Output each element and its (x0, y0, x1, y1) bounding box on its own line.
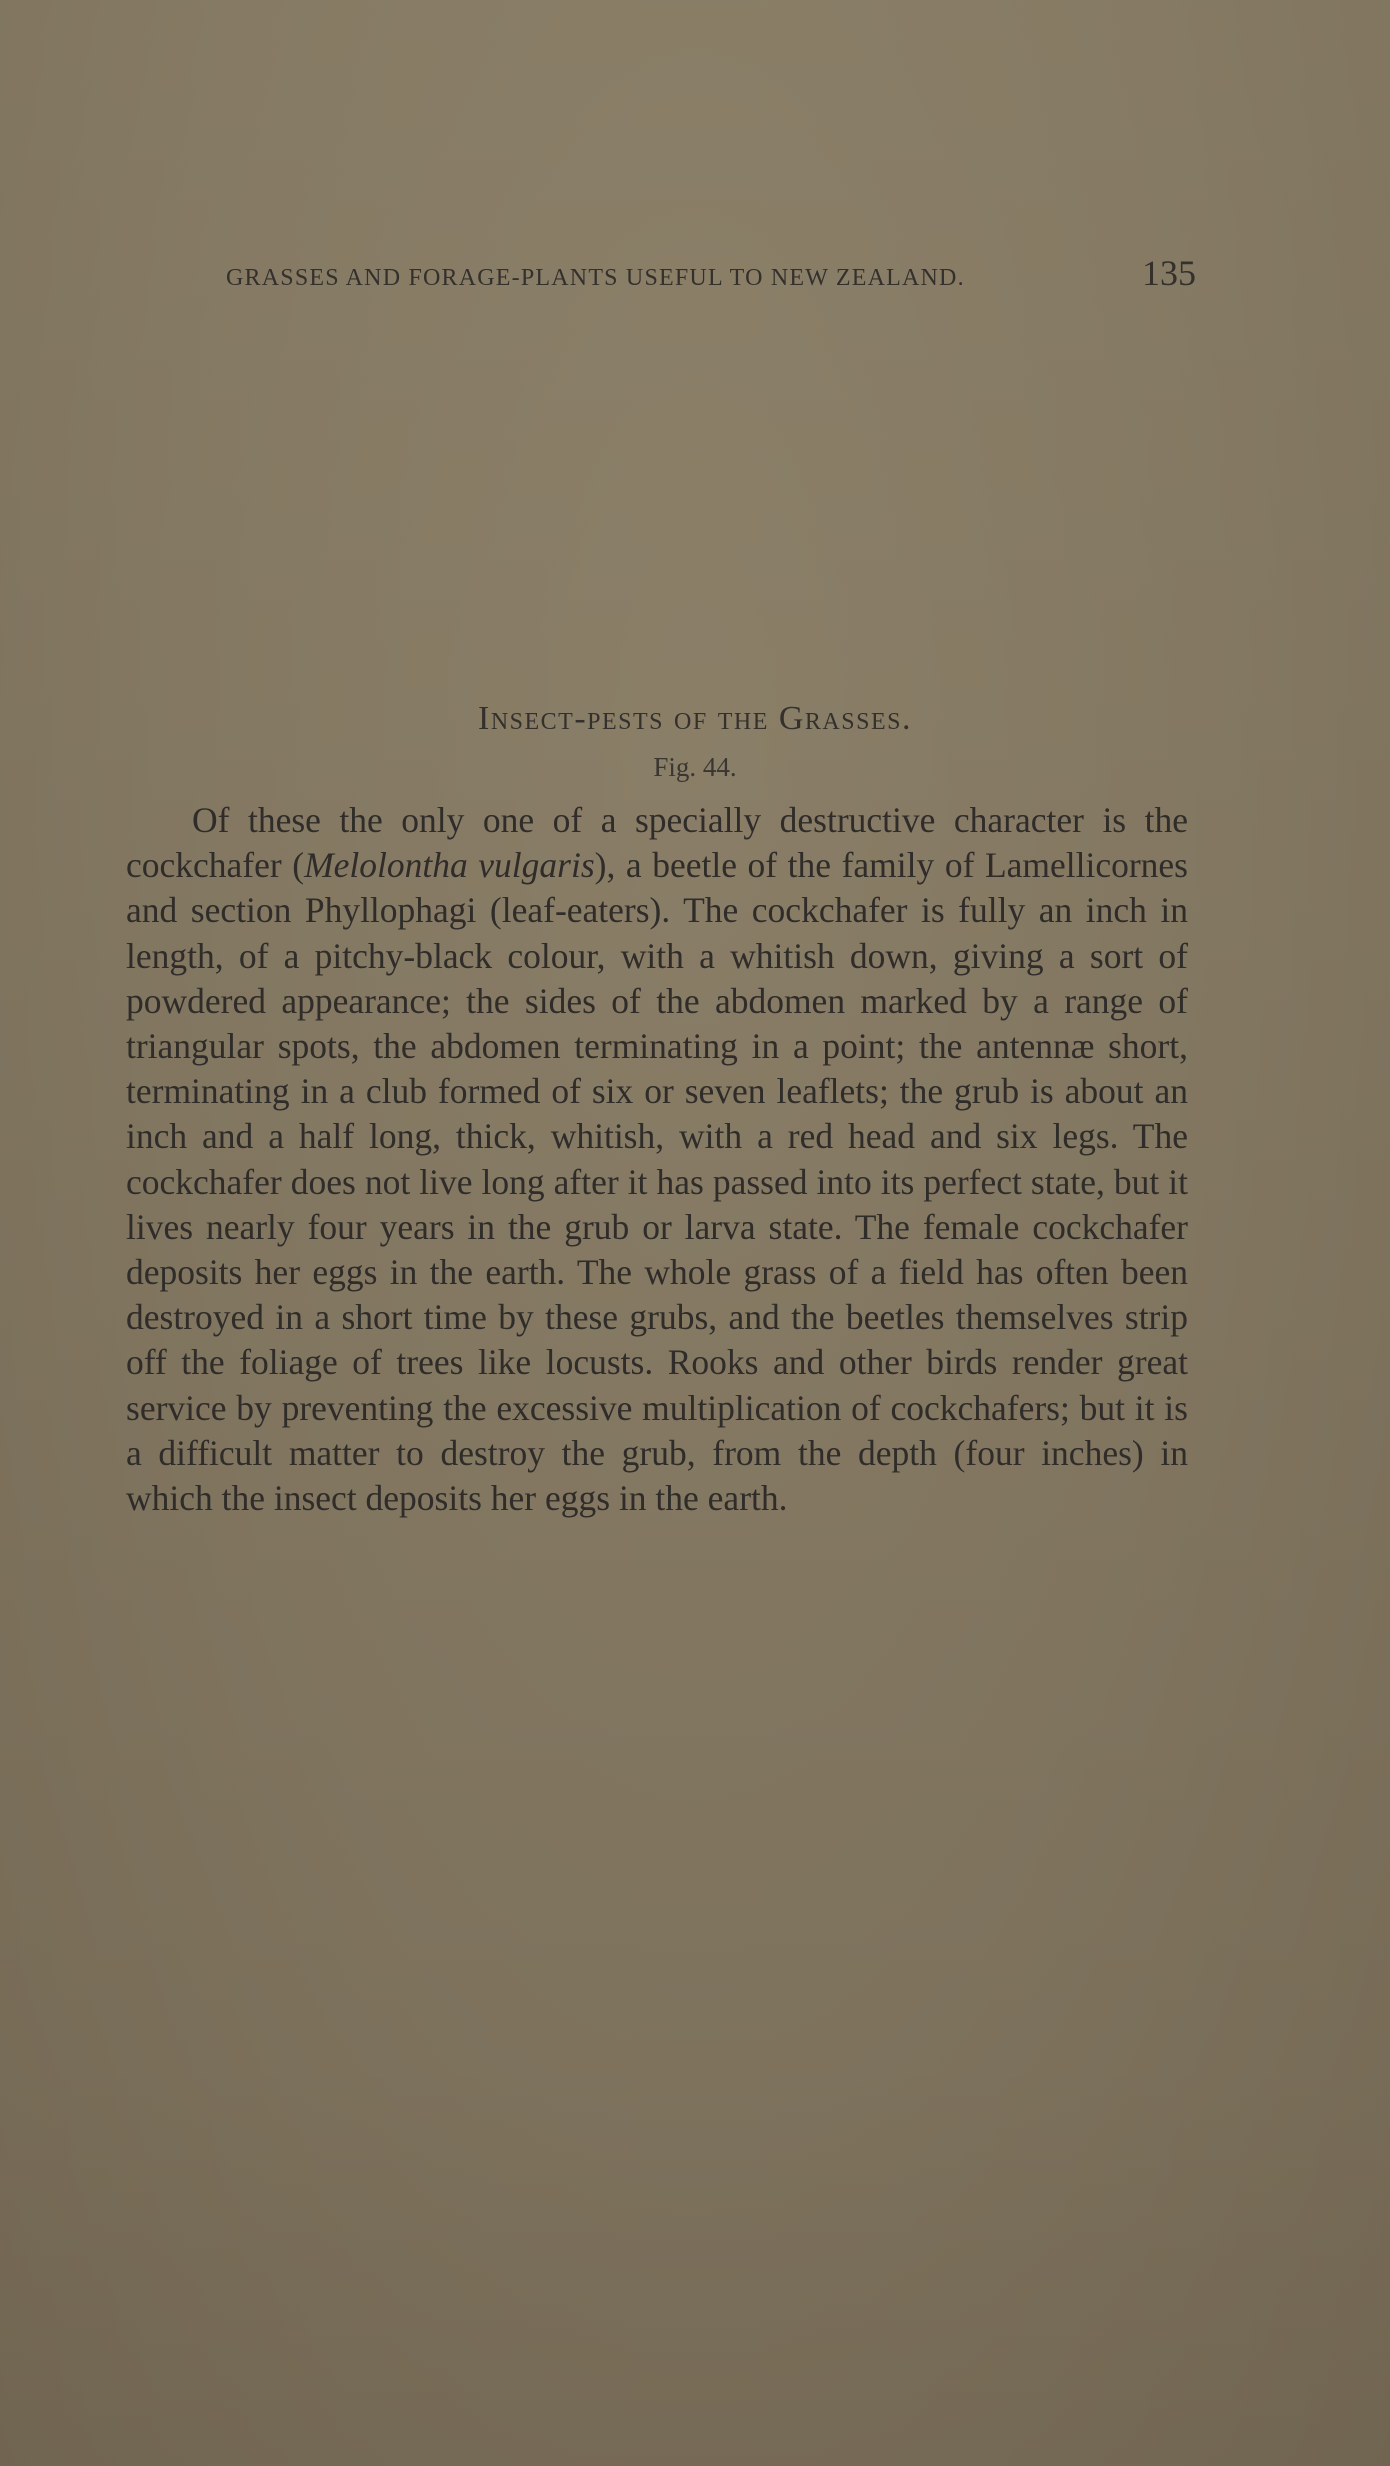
page-shading (0, 2046, 1390, 2466)
figure-label: Fig. 44. (653, 752, 737, 782)
running-head-title: GRASSES AND FORAGE-PLANTS USEFUL TO NEW ZEALAND. (226, 265, 965, 291)
body-text (126, 798, 1188, 1521)
paragraph-text-part1: Of these the only one of a specially destructive character is the cockchafer ( (126, 800, 1188, 886)
paragraph (126, 798, 1188, 1521)
paragraph-text-part2: ), a beetle of the family of Lamellicornes and section Phyllophagi (leaf-eaters). The cockchafer is fully an inch in length, of a pitchy-black colour, with a whitish down, giving a sort of powdered appearance; the sides of the abdomen marked by a range of triangular spots, the abdomen terminating in a point; the antennæ short, terminating in a club formed of six or seven leaflets; the grub is about an inch and a half long, thick, whitish, with a red head and six legs. The cockchafer does not live long after it has passed into its perfect state, but it lives nearly four years in the grub or larva state. The female cockchafer deposits her eggs in the earth. The whole grass of a field has often been destroyed in a short time by these grubs, and the beetles themselves strip off the foliage of trees like locusts. Rooks and other birds render great service by preventing the excessive multiplication of cockchafers; but it is a difficult matter to destroy the grub, from the depth (four inches) in which the insect deposits her eggs in the earth. (126, 845, 1188, 1519)
running-head (226, 252, 1196, 294)
page-number: 135 (1142, 253, 1196, 293)
species-name: Melolontha vulgaris (304, 845, 595, 886)
section-heading: Insect-pests of the Grasses. (478, 700, 912, 737)
